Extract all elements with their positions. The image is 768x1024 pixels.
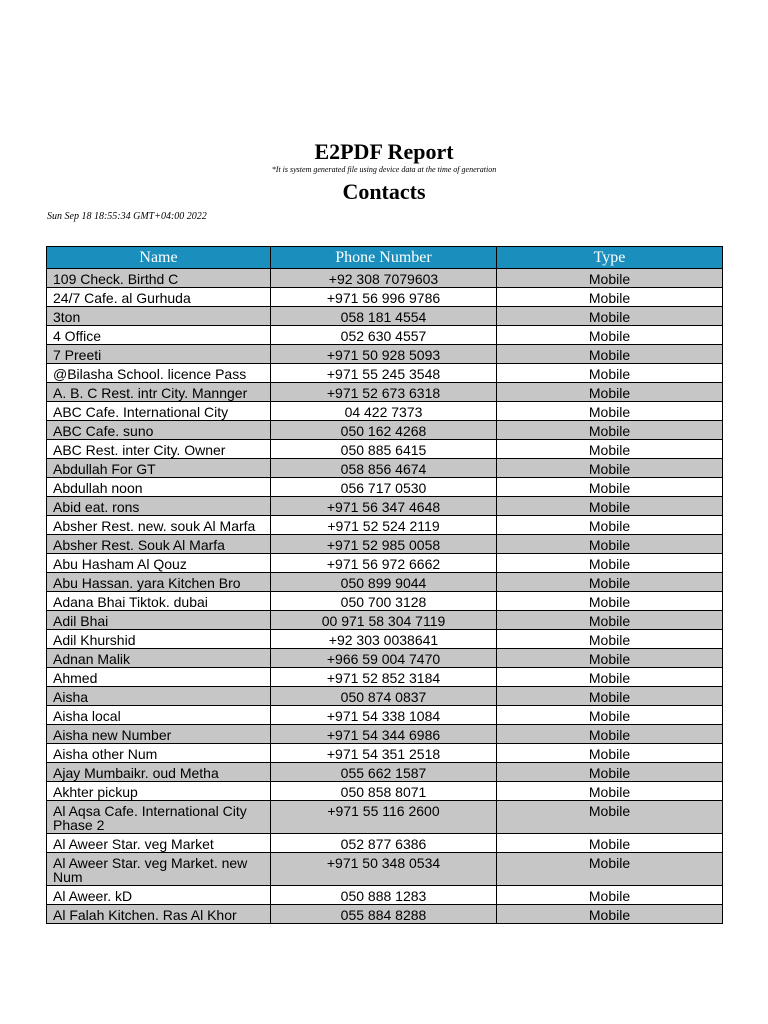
- contact-name-cell: Aisha new Number: [47, 725, 271, 744]
- contact-type-cell: Mobile: [497, 554, 723, 573]
- generated-timestamp: Sun Sep 18 18:55:34 GMT+04:00 2022: [47, 211, 207, 222]
- contact-phone-cell: +966 59 004 7470: [271, 649, 497, 668]
- table-row: [47, 573, 723, 592]
- contact-phone-cell: 050 899 9044: [271, 573, 497, 592]
- contact-name-cell: Aisha other Num: [47, 744, 271, 763]
- contact-phone-cell: +971 52 985 0058: [271, 535, 497, 554]
- contact-name-cell: Al Aqsa Cafe. International City Phase 2: [47, 801, 271, 834]
- contact-phone-cell: +971 54 344 6986: [271, 725, 497, 744]
- table-row: [47, 725, 723, 744]
- contact-type-cell: Mobile: [497, 573, 723, 592]
- report-title: E2PDF Report: [314, 139, 454, 164]
- contact-type-cell: Mobile: [497, 326, 723, 345]
- column-header-name: Name: [47, 247, 271, 269]
- contact-name-cell: Absher Rest. new. souk Al Marfa: [47, 516, 271, 535]
- table-row: [47, 288, 723, 307]
- contact-type-cell: Mobile: [497, 834, 723, 853]
- contact-name-cell: Absher Rest. Souk Al Marfa: [47, 535, 271, 554]
- table-row: [47, 421, 723, 440]
- contact-name-cell: Adil Khurshid: [47, 630, 271, 649]
- contact-name-cell: 24/7 Cafe. al Gurhuda: [47, 288, 271, 307]
- contact-phone-cell: +971 52 673 6318: [271, 383, 497, 402]
- contact-type-cell: Mobile: [497, 364, 723, 383]
- table-row: [47, 497, 723, 516]
- contact-phone-cell: 050 874 0837: [271, 687, 497, 706]
- table-row: [47, 345, 723, 364]
- table-row: [47, 706, 723, 725]
- table-row: [47, 668, 723, 687]
- contact-type-cell: Mobile: [497, 687, 723, 706]
- contact-name-cell: 7 Preeti: [47, 345, 271, 364]
- contact-type-cell: Mobile: [497, 725, 723, 744]
- contact-phone-cell: 058 856 4674: [271, 459, 497, 478]
- contact-phone-cell: +971 56 996 9786: [271, 288, 497, 307]
- table-row: [47, 630, 723, 649]
- table-row: [47, 364, 723, 383]
- contact-phone-cell: 055 884 8288: [271, 905, 497, 924]
- contact-type-cell: Mobile: [497, 269, 723, 288]
- contact-phone-cell: 056 717 0530: [271, 478, 497, 497]
- contact-type-cell: Mobile: [497, 611, 723, 630]
- contact-phone-cell: +971 56 347 4648: [271, 497, 497, 516]
- contact-type-cell: Mobile: [497, 307, 723, 326]
- table-row: [47, 834, 723, 853]
- table-row: [47, 592, 723, 611]
- contact-phone-cell: 00 971 58 304 7119: [271, 611, 497, 630]
- table-row: [47, 516, 723, 535]
- contact-name-cell: 3ton: [47, 307, 271, 326]
- contact-name-cell: Al Aweer Star. veg Market. new Num: [47, 853, 271, 886]
- contact-name-cell: @Bilasha School. licence Pass: [47, 364, 271, 383]
- contact-type-cell: Mobile: [497, 801, 723, 834]
- contact-type-cell: Mobile: [497, 744, 723, 763]
- contact-type-cell: Mobile: [497, 478, 723, 497]
- contact-phone-cell: +92 303 0038641: [271, 630, 497, 649]
- contact-type-cell: Mobile: [497, 886, 723, 905]
- table-header-row: [47, 247, 723, 269]
- contact-name-cell: Adnan Malik: [47, 649, 271, 668]
- contact-name-cell: Ahmed: [47, 668, 271, 687]
- contact-type-cell: Mobile: [497, 706, 723, 725]
- contact-type-cell: Mobile: [497, 288, 723, 307]
- contact-type-cell: Mobile: [497, 535, 723, 554]
- contact-name-cell: Abu Hassan. yara Kitchen Bro: [47, 573, 271, 592]
- table-row: [47, 687, 723, 706]
- table-row: [47, 269, 723, 288]
- contact-name-cell: Abdullah noon: [47, 478, 271, 497]
- table-row: [47, 763, 723, 782]
- contact-phone-cell: 058 181 4554: [271, 307, 497, 326]
- table-row: [47, 782, 723, 801]
- contact-type-cell: Mobile: [497, 630, 723, 649]
- contact-type-cell: Mobile: [497, 421, 723, 440]
- table-row: [47, 440, 723, 459]
- contact-phone-cell: +92 308 7079603: [271, 269, 497, 288]
- contact-phone-cell: +971 50 928 5093: [271, 345, 497, 364]
- table-row: [47, 459, 723, 478]
- contacts-table: [46, 246, 723, 924]
- contact-type-cell: Mobile: [497, 905, 723, 924]
- column-header-type: Type: [497, 247, 723, 269]
- contact-phone-cell: 052 877 6386: [271, 834, 497, 853]
- contact-type-cell: Mobile: [497, 440, 723, 459]
- contact-name-cell: Abu Hasham Al Qouz: [47, 554, 271, 573]
- contact-name-cell: ABC Cafe. suno: [47, 421, 271, 440]
- contact-name-cell: 109 Check. Birthd C: [47, 269, 271, 288]
- contact-type-cell: Mobile: [497, 497, 723, 516]
- contact-name-cell: Al Aweer Star. veg Market: [47, 834, 271, 853]
- contact-name-cell: ABC Cafe. International City: [47, 402, 271, 421]
- table-row: [47, 478, 723, 497]
- contact-name-cell: Abid eat. rons: [47, 497, 271, 516]
- contact-name-cell: Al Falah Kitchen. Ras Al Khor: [47, 905, 271, 924]
- table-row: [47, 307, 723, 326]
- contact-phone-cell: 04 422 7373: [271, 402, 497, 421]
- contact-phone-cell: 050 888 1283: [271, 886, 497, 905]
- contact-phone-cell: +971 55 245 3548: [271, 364, 497, 383]
- contact-phone-cell: +971 56 972 6662: [271, 554, 497, 573]
- contact-phone-cell: 050 700 3128: [271, 592, 497, 611]
- contact-name-cell: Ajay Mumbaikr. oud Metha: [47, 763, 271, 782]
- contact-name-cell: Abdullah For GT: [47, 459, 271, 478]
- contact-phone-cell: 050 885 6415: [271, 440, 497, 459]
- contact-phone-cell: +971 52 524 2119: [271, 516, 497, 535]
- table-row: [47, 554, 723, 573]
- table-row: [47, 905, 723, 924]
- contact-type-cell: Mobile: [497, 402, 723, 421]
- table-row: [47, 801, 723, 834]
- contact-type-cell: Mobile: [497, 516, 723, 535]
- contact-type-cell: Mobile: [497, 345, 723, 364]
- table-row: [47, 853, 723, 886]
- contact-phone-cell: +971 55 116 2600: [271, 801, 497, 834]
- contact-phone-cell: 050 162 4268: [271, 421, 497, 440]
- contact-phone-cell: 055 662 1587: [271, 763, 497, 782]
- contact-phone-cell: 052 630 4557: [271, 326, 497, 345]
- contact-type-cell: Mobile: [497, 782, 723, 801]
- contact-type-cell: Mobile: [497, 649, 723, 668]
- contact-name-cell: Al Aweer. kD: [47, 886, 271, 905]
- contact-name-cell: 4 Office: [47, 326, 271, 345]
- table-row: [47, 402, 723, 421]
- section-heading: Contacts: [342, 179, 426, 204]
- contact-type-cell: Mobile: [497, 853, 723, 886]
- table-row: [47, 886, 723, 905]
- contact-type-cell: Mobile: [497, 763, 723, 782]
- table-row: [47, 649, 723, 668]
- contacts-table-body: [47, 269, 723, 924]
- contact-name-cell: Akhter pickup: [47, 782, 271, 801]
- contact-name-cell: Adil Bhai: [47, 611, 271, 630]
- contact-type-cell: Mobile: [497, 383, 723, 402]
- column-header-phone: Phone Number: [271, 247, 497, 269]
- table-row: [47, 611, 723, 630]
- contact-phone-cell: +971 50 348 0534: [271, 853, 497, 886]
- contact-phone-cell: +971 54 338 1084: [271, 706, 497, 725]
- contact-name-cell: ABC Rest. inter City. Owner: [47, 440, 271, 459]
- contact-name-cell: A. B. C Rest. intr City. Mannger: [47, 383, 271, 402]
- contact-phone-cell: 050 858 8071: [271, 782, 497, 801]
- contact-name-cell: Aisha: [47, 687, 271, 706]
- report-subtitle: *It is system generated file using device data at the time of generation: [271, 165, 497, 174]
- contact-type-cell: Mobile: [497, 592, 723, 611]
- table-row: [47, 383, 723, 402]
- table-row: [47, 744, 723, 763]
- table-row: [47, 535, 723, 554]
- contact-phone-cell: +971 52 852 3184: [271, 668, 497, 687]
- contact-type-cell: Mobile: [497, 668, 723, 687]
- contact-phone-cell: +971 54 351 2518: [271, 744, 497, 763]
- table-row: [47, 326, 723, 345]
- contact-name-cell: Aisha local: [47, 706, 271, 725]
- contact-type-cell: Mobile: [497, 459, 723, 478]
- contact-name-cell: Adana Bhai Tiktok. dubai: [47, 592, 271, 611]
